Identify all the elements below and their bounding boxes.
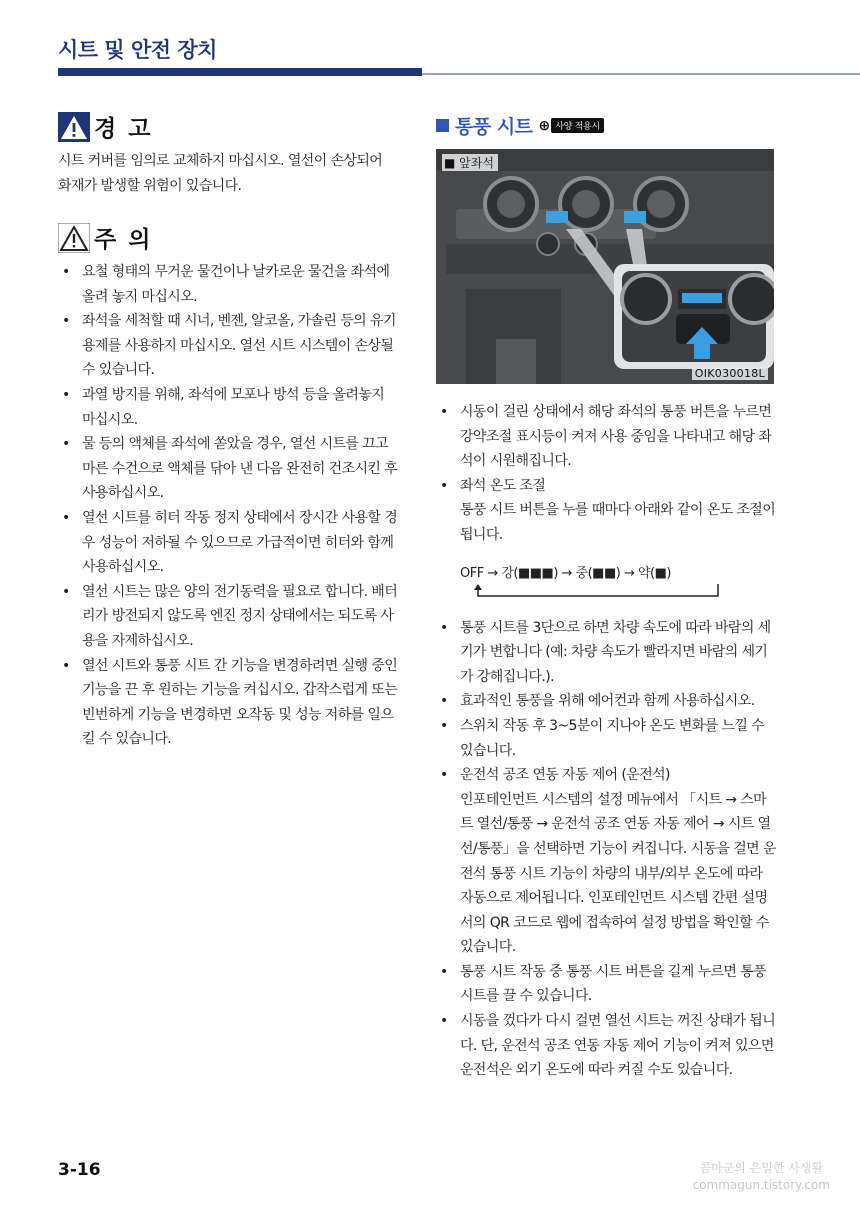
caution-heading: [58, 221, 398, 254]
ventilated-item: • 운전석 공조 연동 자동 제어 (운전석) 인포테인먼트 시스템의 설정 메뉴에서 「시트 → 스마트 열선/통풍 → 운전석 공조 연동 자동 제어 → 시트 열선/통풍」을 선택하면 기능이 켜집니다. 시동을 걸면 운전석 통풍 시트 기능이 차량의 내부/외부 온도에 따라 자동으로 제어됩니다. 인포테인먼트 시스템 간편 설명서의 QR 코드로 웹에 접속하여 설정 방법을 확인할 수 있습니다.: [436, 763, 776, 960]
watermark-line: commagun.tistory.com: [692, 1178, 830, 1192]
option-mark: [539, 118, 604, 134]
warning-text: 시트 커버를 임의로 교체하지 마십시오. 열선이 손상되어 화재가 발생할 위험이 있습니다.: [58, 153, 383, 194]
header-rule-light: [422, 73, 860, 75]
ventilated-list-bottom: [436, 616, 776, 1083]
option-badge: 사양 적용시: [551, 118, 604, 133]
ventilated-item: • 통풍 시트 작동 중 통풍 시트 버튼을 길게 누르면 통풍 시트를 끌 수 있습니다.: [436, 960, 776, 1009]
caution-item: • 열선 시트와 통풍 시트 간 기능을 변경하려면 실행 중인 기능을 끈 후 원하는 기능을 켜십시오. 갑작스럽게 또는 빈번하게 기능을 변경하면 오작동 및 성능 저하를 일으킬 수 있습니다.: [58, 654, 398, 752]
vent-level-leds: [682, 293, 722, 303]
level-sequence-text: OFF → 강(■■■) → 중(■■) → 약(■): [460, 566, 671, 582]
console-figure: [436, 149, 774, 384]
seat-vent-indicator: [546, 211, 568, 223]
watermark-line: 콤마군의 은밀한 사생활: [699, 1161, 824, 1175]
warning-title: 경 고: [94, 116, 153, 142]
ventilated-list-top: [436, 400, 776, 548]
sequence-loop-arrow-icon: [460, 584, 730, 600]
warning-heading: [58, 110, 398, 143]
figure-label: ■ 앞좌석: [442, 154, 498, 171]
ventilated-heading: [436, 112, 776, 139]
caution-item: • 좌석을 세척할 때 시너, 벤젠, 알코올, 가솔린 등의 유기용제를 사용하지 마십시오. 열선 시트 시스템이 손상될 수 있습니다.: [58, 309, 398, 383]
section-title: 시트 및 안전 장치: [58, 38, 217, 62]
caution-item: • 열선 시트를 히터 작동 정지 상태에서 장시간 사용할 경우 성능이 저하될 수 있으므로 가급적이면 히터와 함께 사용하십시오.: [58, 506, 398, 580]
left-column: [58, 110, 398, 752]
ventilated-item: • 시동을 껐다가 다시 걸면 열선 시트는 꺼진 상태가 됩니다. 단, 운전석 공조 연동 자동 제어 기능이 켜져 있으면 운전석은 외기 온도에 따라 켜질 수도 있습니다.: [436, 1009, 776, 1083]
option-plus-icon: ⊕: [538, 117, 551, 134]
ventilated-title: 통풍 시트: [455, 116, 533, 138]
figure-code: OIK030018L: [692, 367, 768, 380]
level-sequence: [436, 560, 776, 600]
ventilated-item: • 효과적인 통풍을 위해 에어컨과 함께 사용하십시오.: [436, 689, 776, 714]
ventilated-item: • 스위치 작동 후 3~5분이 지나야 온도 변화를 느낄 수 있습니다.: [436, 714, 776, 763]
caution-item: • 요철 형태의 무거운 물건이나 날카로운 물건을 좌석에 올려 놓지 마십시오.: [58, 260, 398, 309]
caution-item: • 과열 방지를 위해, 좌석에 모포나 방석 등을 올려놓지 마십시오.: [58, 383, 398, 432]
page-number: 3-16: [58, 1160, 101, 1180]
caution-triangle-icon: [58, 223, 90, 253]
header-rule-dark: [58, 68, 422, 76]
section-square-icon: [436, 119, 449, 132]
caution-list: [58, 260, 398, 752]
watermark: [693, 1160, 830, 1194]
caution-title: 주 의: [94, 227, 153, 253]
right-column: [436, 112, 776, 1083]
ventilated-item: • 시동이 걸린 상태에서 해당 좌석의 통풍 버튼을 누르면 강약조절 표시등이 켜져 사용 중임을 나타내고 해당 좌석이 시원해집니다.: [436, 400, 776, 474]
ventilated-item: • 좌석 온도 조절 통풍 시트 버튼을 누를 때마다 아래와 같이 온도 조절이 됩니다.: [436, 474, 776, 548]
console-illustration: [436, 149, 774, 384]
warning-triangle-icon: [58, 112, 90, 142]
caution-item: • 물 등의 액체를 좌석에 쏟았을 경우, 열선 시트를 끄고 마른 수건으로 액체를 닦아 낸 다음 완전히 건조시킨 후 사용하십시오.: [58, 432, 398, 506]
caution-item: • 열선 시트는 많은 양의 전기동력을 필요로 합니다. 배터리가 방전되지 않도록 엔진 정지 상태에서는 되도록 사용을 자제하십시오.: [58, 580, 398, 654]
seat-vent-indicator: [624, 211, 646, 223]
ventilated-item: • 통풍 시트를 3단으로 하면 차량 속도에 따라 바람의 세기가 변합니다 (예: 차량 속도가 빨라지면 바람의 세기가 강해집니다.).: [436, 616, 776, 690]
